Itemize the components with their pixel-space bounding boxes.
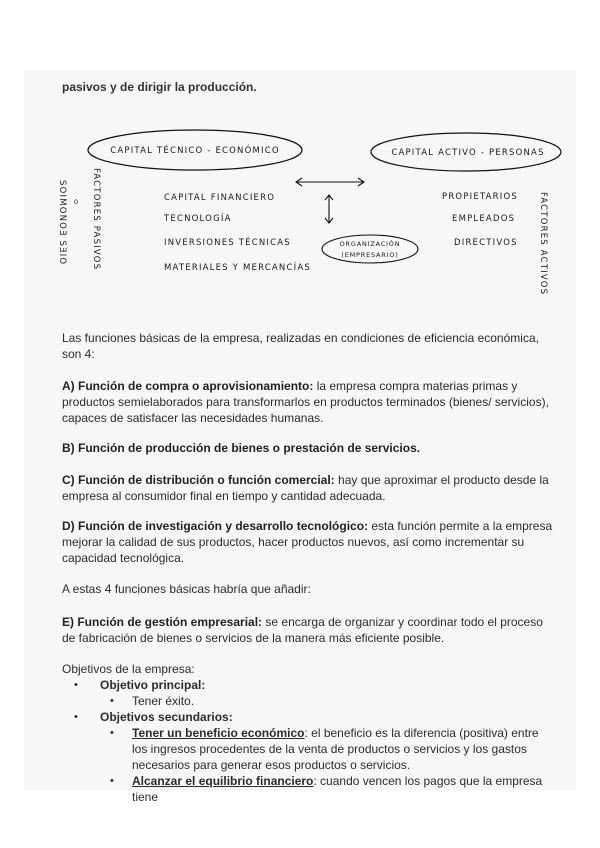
function-e — [62, 614, 554, 646]
left-vertical-factores-pasivos: FACTORES PASIVOS — [91, 168, 101, 271]
function-a — [62, 378, 554, 426]
list-item-secondary-objectives — [62, 709, 554, 725]
objectives-section — [62, 661, 554, 805]
left-item-2: TECNOLOGÍA — [164, 214, 232, 224]
secondary-1-text: : el beneficio es la diferencia (positiva) entre los ingresos procedentes de la venta de productos o servicios y los gastos necesarios para generar esos productos o servicios. — [132, 726, 539, 772]
factors-diagram — [24, 120, 576, 310]
right-item-1: PROPIETARIOS — [442, 192, 518, 202]
function-e-text: se encarga de organizar y coordinar todo el proceso de fabricación de bienes o servicios de la manera más eficiente posible. — [62, 615, 543, 645]
left-item-4: MATERIALES Y MERCANCÍAS — [164, 263, 311, 273]
list-item-main-objective — [62, 677, 554, 693]
function-d — [62, 518, 554, 566]
bullet-icon: • — [110, 695, 114, 707]
function-e-label: E) Función de gestión empresarial: — [62, 615, 263, 629]
bullet-icon: • — [110, 727, 114, 739]
left-vertical-o: 0 — [74, 198, 79, 206]
function-b-label: B) Función de producción de bienes o prestación de servicios. — [62, 441, 421, 455]
secondary-objectives-label: Objetivos secundarios: — [100, 710, 233, 724]
function-a-label: A) Función de compra o aprovisionamiento: — [62, 379, 314, 393]
bullet-icon: • — [74, 679, 78, 691]
function-a-text: la empresa compra materias primas y productos semielaborados para transformarlos en productos terminados (bienes/ servicios), capaces de satisfacer las necesidades humanas. — [62, 379, 549, 425]
secondary-2-label: Alcanzar el equilibrio financiero — [132, 774, 314, 788]
intro-text: pasivos y de dirigir la producción. — [62, 80, 257, 94]
paragraph-functions-intro: Las funciones básicas de la empresa, realizadas en condiciones de eficiencia económica, son 4: — [62, 331, 539, 361]
left-item-3: INVERSIONES TÉCNICAS — [164, 238, 291, 248]
left-item-1: CAPITAL FINANCIERO — [164, 193, 276, 203]
function-d-label: D) Función de investigación y desarrollo tecnológico: — [62, 519, 369, 533]
center-oval-line2: (EMPRESARIO) — [341, 251, 399, 259]
list-item-secondary-1 — [62, 725, 554, 773]
main-objective-label: Objetivo principal: — [100, 678, 206, 692]
paragraph-add-functions: A estas 4 funciones básicas habría que añadir: — [62, 582, 311, 596]
main-objective-sub-text: Tener éxito. — [132, 694, 195, 708]
function-c-text: hay que aproximar el producto desde la empresa al consumidor final en tiempo y cantidad adecuada. — [62, 473, 549, 503]
right-vertical-factores-activos: FACTORES ACTIVOS — [538, 192, 548, 296]
right-item-3: DIRECTIVOS — [454, 238, 518, 248]
right-item-2: EMPLEADOS — [452, 214, 516, 224]
bullet-icon: • — [110, 775, 114, 787]
objectives-title: Objetivos de la empresa: — [62, 662, 195, 676]
bullet-icon: • — [74, 711, 78, 723]
left-oval-label: CAPITAL TÉCNICO - ECONÓMICO — [110, 146, 280, 156]
list-item-main-objective-sub — [62, 693, 554, 709]
right-oval-label: CAPITAL ACTIVO - PERSONAS — [391, 148, 545, 158]
secondary-2-text: : cuando vencen los pagos que la empresa tiene — [132, 774, 543, 804]
function-d-text: esta función permite a la empresa mejorar la calidad de sus productos, hacer productos nuevos, así como incrementar su capacidad tecnológica. — [62, 519, 553, 565]
function-c — [62, 472, 554, 504]
function-c-label: C) Función de distribución o función comercial: — [62, 473, 335, 487]
secondary-1-label: Tener un beneficio económico — [132, 726, 305, 740]
function-b — [62, 440, 554, 456]
left-vertical-mirrored: SOIMONOƎ SƎIO — [57, 180, 67, 266]
list-item-secondary-2 — [62, 773, 554, 805]
center-oval-line1: ORGANIZACIÓN — [339, 240, 401, 248]
